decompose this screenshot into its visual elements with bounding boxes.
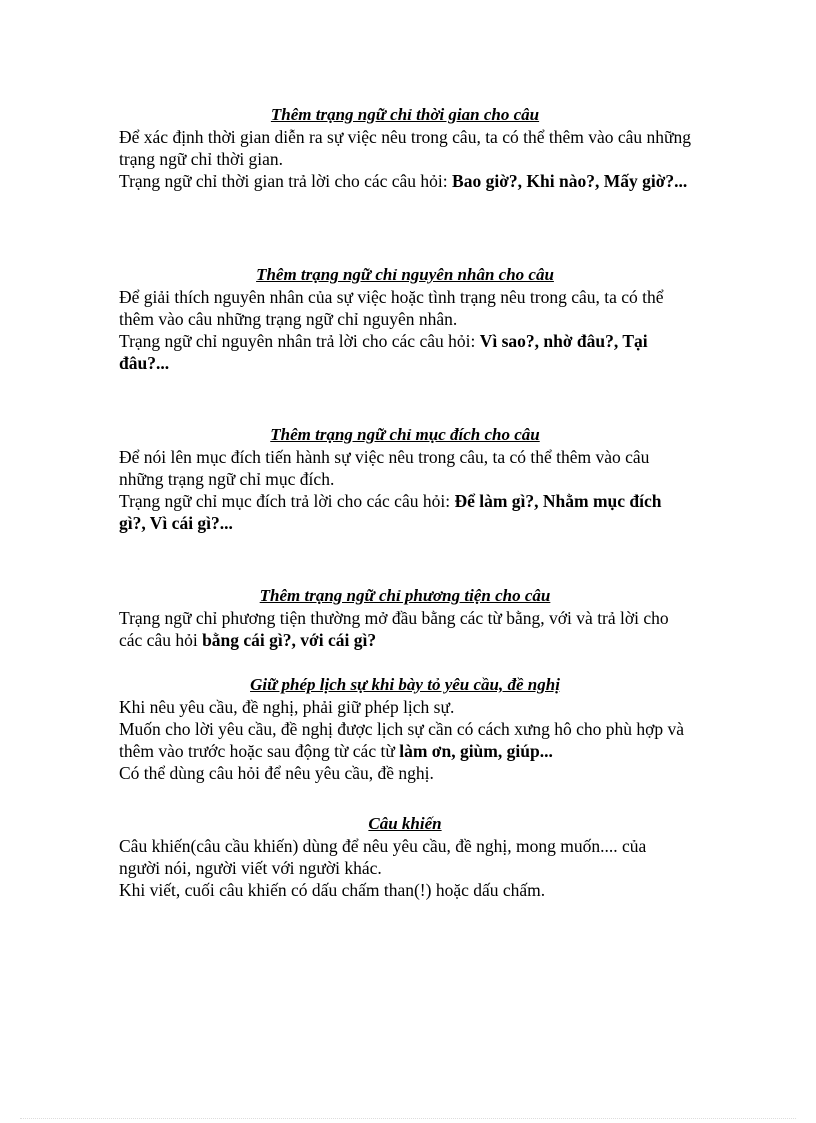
section-cause-adverbial <box>119 264 691 374</box>
paragraph <box>119 607 691 651</box>
section-heading: Thêm trạng ngữ chỉ nguyên nhân cho câu <box>256 265 554 284</box>
section-heading: Thêm trạng ngữ chỉ thời gian cho câu <box>270 105 540 124</box>
paragraph-text: Trạng ngữ chỉ mục đích trả lời cho các câu hỏi: <box>119 491 455 511</box>
paragraph-text: Trạng ngữ chỉ nguyên nhân trả lời cho các câu hỏi: <box>119 331 480 351</box>
paragraph <box>119 490 691 534</box>
paragraph <box>119 718 691 762</box>
question-list: bằng cái gì?, với cái gì? <box>202 630 377 650</box>
paragraph-text: Trạng ngữ chỉ thời gian trả lời cho các câu hỏi: <box>119 171 453 191</box>
paragraph: Để xác định thời gian diễn ra sự việc nêu trong câu, ta có thể thêm vào câu những trạng ngữ chỉ thời gian. <box>119 127 691 169</box>
question-list: Bao giờ?, Khi nào?, Mấy giờ?... <box>452 171 688 191</box>
paragraph: Câu khiến(câu cầu khiến) dùng để nêu yêu cầu, đề nghị, mong muốn.... của người nói, người viết với người khác. <box>119 836 647 878</box>
question-list: Để làm gì?, Nhằm mục đích gì?, Vì cái gì?... <box>119 491 662 533</box>
section-heading: Giữ phép lịch sự khi bày tỏ yêu cầu, đề nghị <box>250 675 560 694</box>
section-imperative <box>119 813 691 901</box>
section-politeness <box>119 674 691 784</box>
section-heading: Câu khiến <box>368 814 442 833</box>
paragraph: Có thể dùng câu hỏi để nêu yêu cầu, đề nghị. <box>119 763 434 783</box>
paragraph-text: Trạng ngữ chỉ phương tiện thường mở đầu bằng các từ bằng, với và trả lời cho các câu hỏi <box>119 608 669 650</box>
section-time-adverbial <box>119 104 691 192</box>
page-bottom-rule <box>20 1118 796 1119</box>
paragraph: Để giải thích nguyên nhân của sự việc hoặc tình trạng nêu trong câu, ta có thể thêm vào câu những trạng ngữ chỉ nguyên nhân. <box>119 287 664 329</box>
paragraph: Khi nêu yêu cầu, đề nghị, phải giữ phép lịch sự. <box>119 697 455 717</box>
paragraph: Khi viết, cuối câu khiến có dấu chấm than(!) hoặc dấu chấm. <box>119 880 546 900</box>
section-heading: Thêm trạng ngữ chỉ mục đích cho câu <box>270 425 540 444</box>
paragraph: Để nói lên mục đích tiến hành sự việc nêu trong câu, ta có thể thêm vào câu những trạng ngữ chỉ mục đích. <box>119 447 650 489</box>
word-list: làm ơn, giùm, giúp... <box>399 741 553 761</box>
paragraph <box>119 170 691 192</box>
paragraph-text: Muốn cho lời yêu cầu, đề nghị được lịch sự cần có cách xưng hô cho phù hợp và thêm vào trước hoặc sau động từ các từ <box>119 719 685 761</box>
section-purpose-adverbial <box>119 424 691 534</box>
section-heading: Thêm trạng ngữ chỉ phương tiện cho câu <box>259 586 551 605</box>
question-list: Vì sao?, nhờ đâu?, Tại đâu?... <box>119 331 648 373</box>
paragraph <box>119 330 691 374</box>
section-means-adverbial <box>119 585 691 651</box>
